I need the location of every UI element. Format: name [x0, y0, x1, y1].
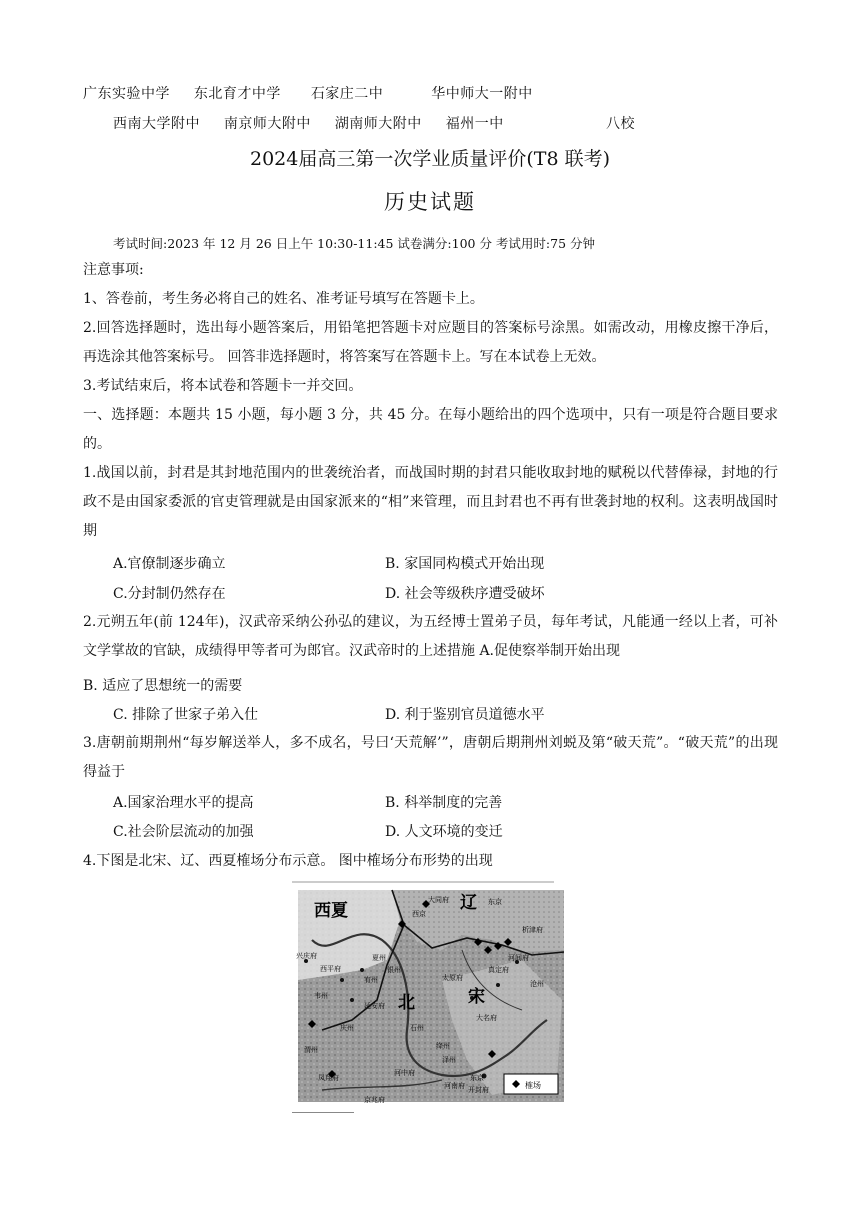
schools-line-2 — [113, 113, 504, 133]
label-xixia: 西夏 — [314, 901, 348, 921]
label-zezhou: 泽州 — [442, 1056, 456, 1064]
label-cangzhou: 沧州 — [530, 980, 544, 988]
label-henanfu: 河南府 — [444, 1082, 465, 1090]
trade-market-map — [292, 880, 564, 1112]
q3-option-b: B. 科举制度的完善 — [385, 795, 503, 811]
map-svg — [292, 880, 564, 1112]
label-jiangzhou: 绛州 — [436, 1042, 450, 1050]
q1-option-a: A.官僚制逐步确立 — [113, 556, 226, 572]
school-name: 石家庄二中 — [310, 86, 384, 102]
label-damingfu: 大名府 — [476, 1014, 497, 1022]
school-name: 广东实验中学 — [83, 86, 170, 102]
q2-option-d: D. 利于鉴别官员道德水平 — [385, 707, 545, 723]
q1-option-d: D. 社会等级秩序遭受破坏 — [385, 586, 545, 602]
label-youzhou: 宥州 — [364, 976, 378, 984]
label-xiazhou: 夏州 — [372, 954, 386, 962]
q1-option-c: C.分封制仍然存在 — [113, 586, 226, 602]
notice-item-1: 1、答卷前，考生务必将自己的姓名、准考证号填写在答题卡上。 — [83, 291, 484, 307]
label-shizhou: 石州 — [410, 1024, 424, 1032]
eight-schools-label: 八校 — [606, 116, 635, 132]
label-datongfu: 大同府 — [428, 896, 449, 904]
label-fengxiangfu: 凤翔府 — [318, 1074, 339, 1082]
label-bei: 北 — [398, 993, 415, 1013]
notice-item-3: 3.考试结束后，将本试卷和答题卡一并交回。 — [83, 378, 363, 394]
q3-option-d: D. 人文环境的变迁 — [385, 824, 503, 840]
label-weizhou2: 渭州 — [304, 1046, 318, 1054]
question-1-stem: 1.战国以前，封君是其封地范围内的世袭统治者，而战国时期的封君只能收取封地的赋税以代替俸禄，封地的行政不是由国家委派的官吏管理就是由国家派来的“相”来管理，而且封君也不再有世袭封地的权利。这表明战国时期 — [83, 465, 778, 539]
city-dot — [360, 968, 364, 972]
label-qingzhou: 庆州 — [340, 1024, 354, 1032]
q3-option-c: C.社会阶层流动的加强 — [113, 824, 254, 840]
question-4-stem: 4.下图是北宋、辽、西夏榷场分布示意。 图中榷场分布形势的出现 — [83, 853, 493, 869]
label-xijing: 西京 — [412, 910, 426, 918]
question-3-stem: 3.唐朝前期荆州“每岁解送举人，多不成名，号曰‘天荒解’”，唐朝后期荆州刘蜕及第“破天荒”。“破天荒”的出现得益于 — [83, 735, 778, 780]
schools-line-1 — [83, 83, 533, 103]
label-dongjing-liao: 东京 — [488, 898, 502, 906]
school-name: 东北育才中学 — [193, 86, 281, 102]
city-dot — [496, 983, 500, 987]
notice-heading: 注意事项: — [83, 262, 144, 278]
q2-option-c: C. 排除了世家子弟入仕 — [113, 707, 259, 723]
city-dot — [350, 998, 354, 1002]
q1-option-b: B. 家国同构模式开始出现 — [385, 556, 545, 572]
city-dot — [340, 978, 344, 982]
label-xipingfu: 西平府 — [320, 965, 341, 973]
label-yinzhou: 银州 — [387, 966, 401, 974]
label-song: 宋 — [468, 987, 485, 1007]
label-hejianfu: 河间府 — [508, 954, 529, 962]
section-heading: 一、选择题：本题共 15 小题，每小题 3 分，共 45 分。在每小题给出的四个选项中，只有一项是符合题目要求的。 — [83, 407, 778, 452]
school-name: 福州一中 — [445, 116, 504, 132]
school-name: 西南大学附中 — [113, 116, 200, 132]
school-name: 南京师大附中 — [223, 116, 311, 132]
question-2-stem: 2.元朔五年(前 124年)，汉武帝采纳公孙弘的建议，为五经博士置弟子员，每年考试，凡能通一经以上者，可补文学掌故的官缺，成绩得甲等者可为郎官。汉武帝时的上述措施 A.促使察举制开始出现 — [83, 614, 778, 659]
label-xingqingfu: 兴庆府 — [296, 952, 317, 960]
school-name: 湖南师大附中 — [334, 116, 422, 132]
legend-label: 榷场 — [525, 1081, 541, 1090]
school-name: 华中师大一附中 — [431, 86, 533, 102]
label-zhendingfu: 真定府 — [488, 966, 509, 974]
label-yananfu: 延安府 — [364, 1002, 385, 1010]
exam-title: 2024届高三第一次学业质量评价(T8 联考) — [250, 148, 610, 170]
label-jingzhaofu: 京兆府 — [364, 1096, 385, 1104]
label-kaifengfu: 开封府 — [468, 1086, 489, 1094]
exam-subtitle: 历史试题 — [384, 190, 476, 214]
q2-option-b: B. 适应了思想统一的需要 — [83, 678, 243, 694]
notice-item-2: 2.回答选择题时，选出每小题答案后，用铅笔把答题卡对应题目的答案标号涂黑。如需改动，用橡皮擦干净后，再选涂其他答案标号。 回答非选择题时，将答案写在答题卡上。写在本试卷上无效。 — [83, 320, 778, 365]
label-dongjing: 东京 — [470, 1074, 484, 1082]
map-legend — [504, 1074, 558, 1094]
label-weizhou: 韦州 — [314, 992, 328, 1000]
map-bottom-rule — [292, 1112, 354, 1113]
q3-option-a: A.国家治理水平的提高 — [113, 795, 254, 811]
exam-info: 考试时间:2023 年 12 月 26 日上午 10:30-11:45 试卷满分:100 分 考试用时:75 分钟 — [113, 236, 596, 251]
label-taiyuanfu: 太原府 — [442, 974, 463, 982]
label-hezhongfu: 河中府 — [394, 1069, 415, 1077]
label-liao: 辽 — [460, 893, 477, 913]
label-xijinfu: 析津府 — [522, 926, 543, 934]
